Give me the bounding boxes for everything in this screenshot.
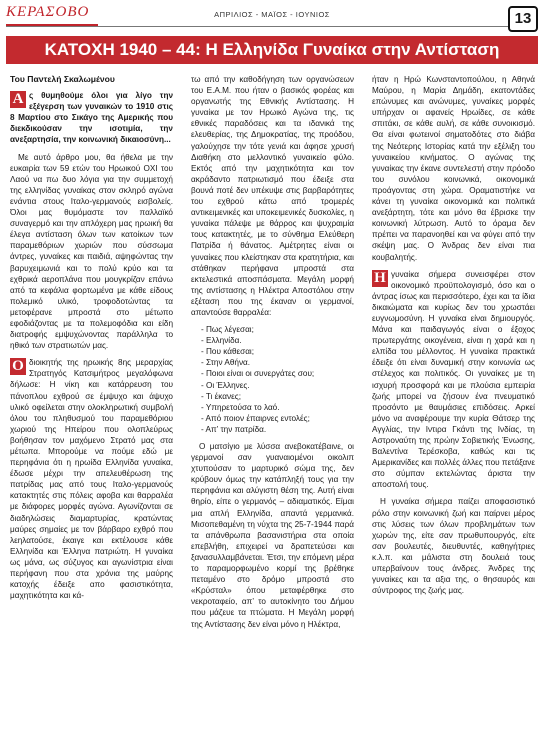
drop-cap: Ο — [10, 358, 26, 375]
article-title: ΚΑΤΟΧΗ 1940 – 44: Η Ελληνίδα Γυναίκα στην Αντίσταση — [6, 36, 538, 64]
dialogue-line: - Από ποιον έπαιρνες εντολές; — [201, 413, 310, 423]
dialogue-list — [201, 324, 354, 435]
paragraph: Με αυτό άρθρο μου, θα ήθελα με την ευκαιρία των 59 ετών του Ηρωικού ΟΧΙ του Λαού να πω δυο λόγια για την συμμετοχή της ελληνίδας γυναίκας στον σκληρό αγώνα ενάντια στους Ιταλο-γερμανούς εισβολείς. Όλοι μας θυμόμαστε τον παλλαϊκό συναγερμό και την απλόχερη μας ηρωική θα έλεγα αντίσταση όλων των κατοίκων των παραμεθόριων χωριών που σύσσωμα άντρες, γυναίκες και παιδιά, αψηφώντας την βαρυχειμωνιά και το πολύ κρύο και τα εχθρικά αεροπλάνα που μουγκρίζαν επάνω από τα κεφάλια φορτωμένα με κάθε είδους πολεμικό υλικό, τροφοδοτώντας τα μετοφέρανε μπροστά στο μέτωπο εφοδιάζοντας με τα πολεμοφόδια και είδη διατροφής εμψυχώνοντας παράλληλα το ηθικό των στρατιωτών μας. — [10, 152, 173, 351]
column-3 — [372, 74, 535, 724]
drop-cap: Η — [372, 270, 388, 287]
issue-dates: ΑΠΡΙΛΙΟΣ - ΜΑΪΟΣ - ΙΟΥΝΙΟΣ — [214, 10, 330, 19]
drop-cap: Α — [10, 91, 26, 108]
paragraph: Ο ματσίγιο με λύσσα ανεβοκατέβαινε, οι γερμανοί σαν γυαναιομένοι οικολιπ χτυπούσαν το μαρτυρικό σώμα της, δεν κρύβουν όμως την κατάπληξή τους για την περηφάνια και αλύγιστη θέση της. Αυτή είναι θηρίο, είπε ο γερμανός – αδιαματικός. Είμαι μια απλή Ελληνίδα, απαντά γερμανικά. Μισοπεθαμένη τη νύχτα της 25-7-1944 παρά τα απάνθρωπα βασανιστήρια στα οποία επεβλήθη, επιχειρεί να δραπετεύσει και ξανασυλλαμβάνεται. Έτσι, την επόμενη μέρα το παραμορφωμένο κορμί της βρέθηκε πεταμένο στο δρόμο μπροστά στο «Κρύσταλ» όπου μεταφέρθηκε στο νεκροταφείο, απ’ το αυτοκίνητο του Δήμου που μάζευε τα πτώματα. Η Μεγάλη μορφή της Αντίστασης δεν είναι μόνο η Ηλέκτρα, — [191, 442, 354, 629]
dialogue-line: - Στην Αθήνα. — [201, 358, 251, 368]
column-2 — [191, 74, 354, 724]
dialogue-line: - Ελληνίδα. — [201, 336, 242, 346]
paragraph: τω από την καθοδήγηση των οργανώσεων του Ε.Α.Μ. που ήταν ο βασικός φορέας και οργανωτής της Εθνικής Αντίστασης. Η γυναίκα με τον Ηρωικό Αγώνα της, τις εθνικές παραδόσεις και τα ιδανικά της ελευθερίας, της Δημοκρατίας, της προόδου, γαλούχησε την τότε γενιά και άφησε χρυσή Διαθήκη στο μελλοντικό γυναικείο φύλο. Εκτός από την μαχητικότητα και τον ακράδαντο πατριωτισμό που έδειξε στα βουνά ποτέ δεν υπέκυψε στις βαρβαρότητες του εχθρού κάτω από τρομερές αντικειμενικές και υποκειμενικές δυσκολίες, η γυναίκα πάλεψε με θάρρος και ψυχραιμία τους κατακτητές, με το σύνθημα Ελεύθερη Πατρίδα ή θάνατος. Αμέτρητες είναι οι γυναίκες που κλείστηκαν στα κρατητήρια, και στάθηκαν περήφανα μπροστά στα εκτελεστικά αποσπάσματα. Μεγάλη μορφή της αντίστασης η Ηλέκτρα Αποστόλου στην εξέταση που της έκαναν οι γερμανοί, απαντούσε θαρραλέα: — [191, 75, 354, 317]
paragraph — [372, 269, 535, 491]
paragraph-text: διοικητής της ηρωικής 8ης μεραρχίας Στρατηγός Κατσιμήτρος μεγαλόφωνα δήλωσε: Η νίκη και κατάρρευση του πάνοπλου εχθρού σε έμψυχο και άψυχο υλικό οφείλεται στην ολοκληρωτική συμβολή όλου του πληθυσμού του παραμεθόριου χωριού της Ηπείρου που ολοπλεύρως βοήθησαν τον μαχόμενο Στρατό μας στα μέτωπα. Μπορούμε να πούμε εδώ με περηφάνια ότι η ηρωίδα Ελληνίδα γυναίκα, έδωσε μέχρι την απελευθέρωση της πατρίδας μας από τους Ιταλο-γερμανούς κατακτητές στις πόλεις αφοβα και θαρραλέα με διάφορες μορφές αγώνα. Αγωνίζονται σε διαδηλώσεις διαμαρτυρίας, κρατώντας μαύρες σημαίες με τον βάρβαρο εχθρό που λεηλατούσε, έκαιγε και εκτέλουσε κάθε Ελληνίδα και Έλληνα πατριώτη. Η γυναίκα ως μάνα, ως σύζυγος και αγωνίστρια είναι περήφανη που στα χρόνια της μαύρης κατοχής έδειξε απο φασιστικότητα, μαχητικότητα και κά- — [10, 358, 173, 601]
column-1 — [10, 74, 173, 724]
lead-paragraph — [10, 90, 173, 145]
page-header — [0, 0, 544, 30]
dialogue-line: - Πως λέγεσαι; — [201, 325, 254, 335]
dialogue-line: - Υπηρετούσα το λαό. — [201, 402, 280, 412]
dialogue-line: - Οι Έλληνες. — [201, 380, 250, 390]
paragraph: ήταν η Ηρώ Κωνσταντοπούλου, η Αθηνά Μαύρου, η Μαρία Δημάδη, εκατοντάδες επώνυμες και ανώνυμες, γυναίκες μορφές υπήρχαν οι αφανείς Ηρωίδες, σε κάθε σπιτάκι, σε κάθε αυλή, σε κάθε συνοικισμό. Θα είναι φωτεινοί σηματοδότες στο διάβα της Νεότερης Ιστορίας κατά την εξέλιξη του γυναικείου κινήματος. Ο αγώνας της γυναίκας την έκανε συντελεστή στην πρόοδο του συνόλου κοινωνικά, οικονομικά προάγοντας στη χώρα. Οραματιστήκε να κάνει τη γυναίκα οικονομικά και πολιτικά ανεξάρτητη, τότε και μόνο θα έβρισκε την κοινωνική λύτρωση. Αυτό το όραμα δεν πρέπει να παρανοηθεί και να φύγει από την σκέψη μας. Ο Άνδρας δεν είναι πια κουβαλητής. — [372, 75, 535, 262]
lead-text: ς θυμηθούμε όλοι για λίγο την εξέγερση των γυναικών το 1910 στις 8 Μαρτίου στο Σικάγο της Αμερικής που διεκδικούσαν την ισοτιμία, την ανεξαρτησία, την κοινωνική δικαιοσύνη... — [10, 91, 173, 145]
newspaper-brand: ΚΕΡΑΣΟΒΟ — [6, 4, 90, 20]
dialogue-line: - Τι έκανες; — [201, 391, 241, 401]
dialogue-line: - Που κάθεσαι; — [201, 347, 255, 357]
article-author: Του Παντελή Σκαλωμένου — [10, 74, 115, 84]
paragraph-text: γυναίκα σήμερα συνεισφέρει στον οικονομικό προϋπολογισμό, όσο και ο άντρας ίσως και περισσότερο, έχει και τα ίδια δικαιώματα και κυρίως δεν του χρωστάει ευγνωμοσύνη. Η γυναίκα είναι δημιουργός. Μάνα και παιδαγωγός είναι ο έξοχος πρωτεργάτης οικογένεια, είναι η χαρά και η ελπίδα του μέλλοντος. Η γυναίκα πρακτικά έδειξε ότι είναι δυναμική στην κοινωνία ως στέλεχος και πολιτικός. Οι γυναίκες με τη ισχυρή προσφορά και με πλούσια εμπειρία ζωής μπορεί να ζήσουν ένα πνευματικό προσόντο με θαυμάσιες επιδόσεις. Αρκεί μόνο να αναφέρουμε την κυρία Θάτσερ της Αγγλίας, την Ιντιρα Γκάντι της Ινδίας, τη Αστροναύτη της πρώην Σοβιετικής Ένωσης, Βαλεντίνα Τερέσκοβα, καθώς και τις Αμερικανίδες και πολλές άλλες που πετάξανε στο σύμπαν εκτελώντας άριστα την αποστολή τους. — [372, 269, 535, 490]
dialogue-line: - Ποιοι είναι οι συνεργάτες σου; — [201, 369, 315, 379]
page-number: 13 — [508, 6, 538, 32]
dialogue-line: - Απ’ την πατρίδα. — [201, 424, 267, 434]
paragraph: Η γυναίκα σήμερα παίζει αποφασιστικό ρόλο στην κοινωνική ζωή και παίρνει μέρος στις λύσεις των όλων προβλημάτων των χωρών της, είτε σαν πρωθυπουργός, είτε σαν βουλευτές, διευθυντές, καθηγήτριες κ.λ.π. και μάλιστα στη δουλειά τους υπερβαίνουν τους άνδρες. Άνδρες της γυναίκες και τα αξια της, ο θησαυρός και σύντροφος της ζωής μας. — [372, 497, 535, 596]
header-divider — [6, 26, 508, 27]
paragraph — [10, 357, 173, 601]
